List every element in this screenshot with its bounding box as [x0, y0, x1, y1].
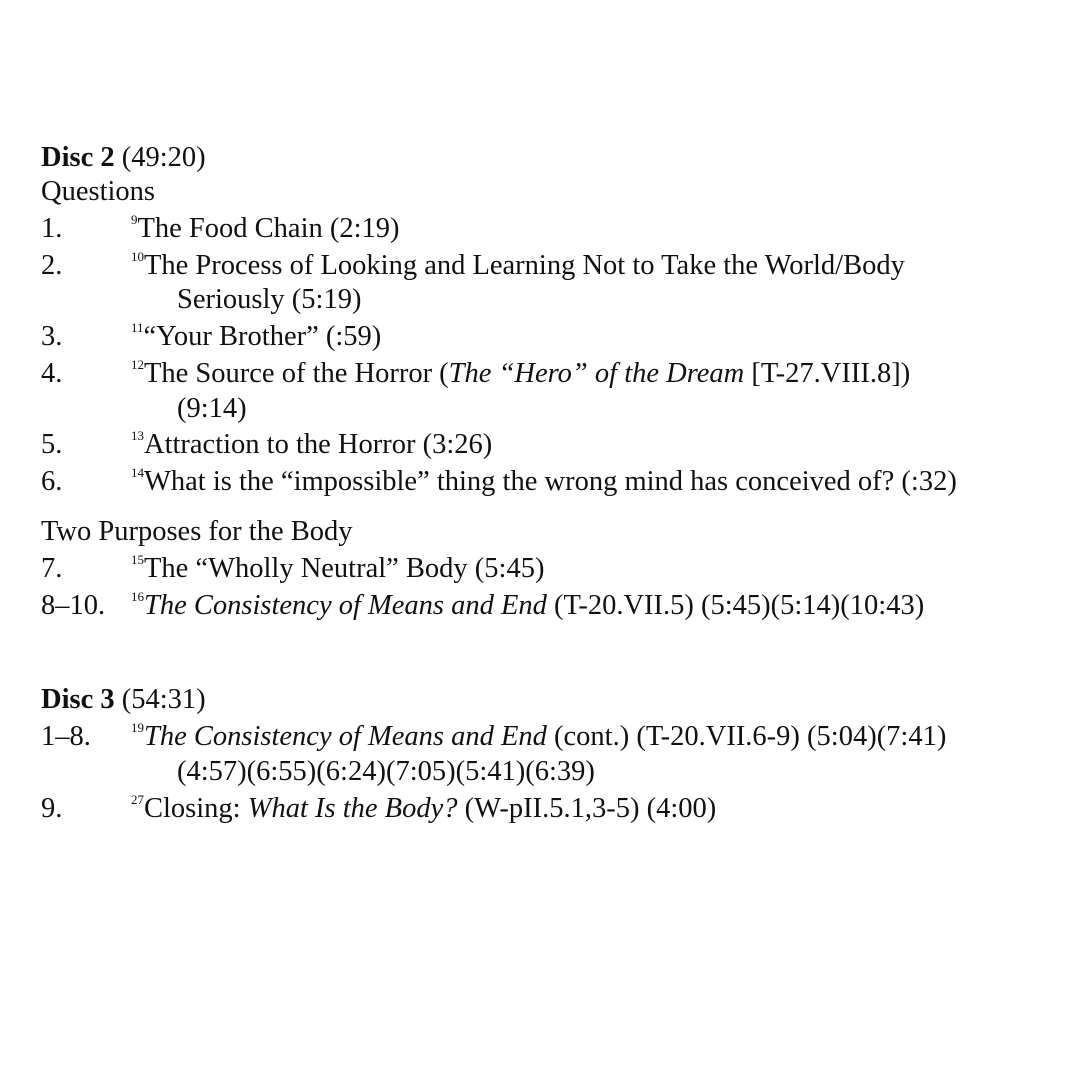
track-title: $^{11}$“Your Brother” (:59) [131, 320, 382, 352]
disc2-heading [41, 144, 206, 173]
track-number: 9. [41, 793, 63, 824]
track-number: 7. [41, 553, 63, 584]
track-title: $^9$The Food Chain (2:19) [131, 212, 400, 244]
track-title: $^{12}$The Source of the Horror (The “Hero” of the Dream [T-27.VIII.8]) [131, 357, 911, 389]
track-title-continued: Seriously (5:19) [177, 284, 362, 315]
track-number: 1–8. [41, 721, 91, 752]
footnote-ref: 11 [131, 320, 144, 335]
footnote-ref: 16 [131, 589, 144, 604]
footnote-ref: 19 [131, 720, 144, 735]
disc2-label: Disc 2 [41, 142, 115, 173]
track-title: $^{16}$The Consistency of Means and End (T-20.VII.5) (5:45)(5:14)(10:43) [131, 589, 925, 621]
footnote-ref: 9 [131, 212, 138, 227]
track-title-continued: (9:14) [177, 393, 247, 424]
track-title: $^{19}$The Consistency of Means and End (cont.) (T-20.VII.6-9) (5:04)(7:41) [131, 720, 947, 752]
footnote-ref: 12 [131, 357, 144, 372]
track-number: 3. [41, 321, 63, 352]
track-number: 1. [41, 213, 63, 244]
disc2-duration: (49:20) [121, 142, 206, 173]
track-number: 5. [41, 429, 63, 460]
track-title: $^{15}$The “Wholly Neutral” Body (5:45) [131, 552, 545, 584]
disc3-heading [41, 686, 206, 715]
track-number: 4. [41, 358, 63, 389]
track-title: $^{10}$The Process of Looking and Learning Not to Take the World/Body [131, 249, 905, 281]
track-number: 8–10. [41, 590, 106, 621]
footnote-ref: 15 [131, 552, 144, 567]
track-title-continued: (4:57)(6:55)(6:24)(7:05)(5:41)(6:39) [177, 756, 595, 787]
footnote-ref: 27 [131, 792, 144, 807]
footnote-ref: 14 [131, 465, 144, 480]
disc3-duration: (54:31) [121, 684, 206, 715]
two-purposes-title: Two Purposes for the Body [41, 516, 353, 547]
track-number: 6. [41, 466, 63, 497]
track-title: $^{27}$Closing: What Is the Body? (W-pII.5.1,3-5) (4:00) [131, 792, 717, 824]
footnote-ref: 13 [131, 428, 144, 443]
footnote-ref: 10 [131, 249, 144, 264]
disc3-label: Disc 3 [41, 684, 115, 715]
questions-title: Questions [41, 176, 155, 207]
track-number: 2. [41, 250, 63, 281]
track-title: $^{14}$What is the “impossible” thing the wrong mind has conceived of? (:32) [131, 465, 957, 497]
track-title: $^{13}$Attraction to the Horror (3:26) [131, 428, 493, 460]
